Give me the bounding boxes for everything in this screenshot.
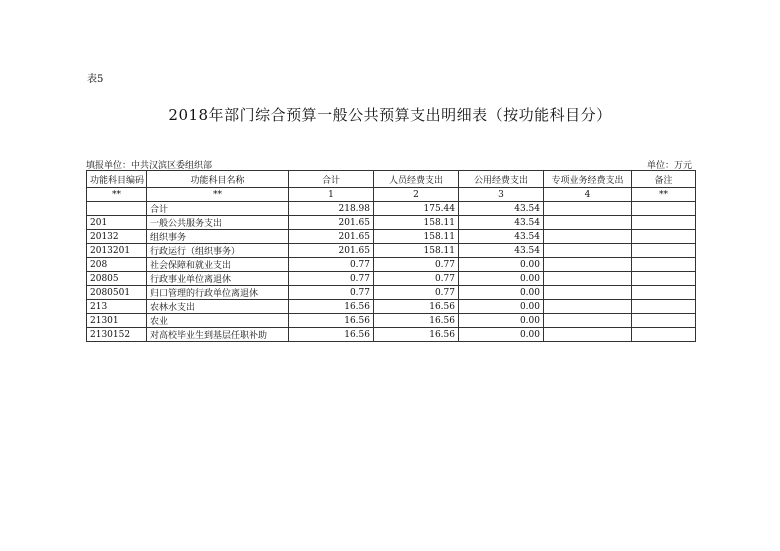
special-cell [544, 258, 632, 272]
code-cell: 21301 [87, 314, 147, 328]
code-cell: 20805 [87, 272, 147, 286]
code-cell: 2080501 [87, 286, 147, 300]
code-cell: 213 [87, 300, 147, 314]
index-cell: 3 [459, 188, 544, 202]
table-row [87, 300, 696, 314]
personnel-cell: 0.77 [374, 272, 459, 286]
name-cell: 一般公共服务支出 [147, 216, 289, 230]
total-cell: 201.65 [289, 244, 374, 258]
note-cell [632, 314, 696, 328]
total-cell: 16.56 [289, 300, 374, 314]
table-row [87, 286, 696, 300]
name-cell: 对高校毕业生到基层任职补助 [147, 328, 289, 342]
reporting-unit: 填报单位：中共汉滨区委组织部 [86, 161, 213, 171]
personnel-cell: 158.11 [374, 230, 459, 244]
public-cell: 0.00 [459, 286, 544, 300]
note-cell [632, 300, 696, 314]
note-cell [632, 328, 696, 342]
name-cell: 组织事务 [147, 230, 289, 244]
note-cell [632, 258, 696, 272]
personnel-cell: 16.56 [374, 300, 459, 314]
note-cell [632, 272, 696, 286]
public-cell: 0.00 [459, 272, 544, 286]
name-cell: 归口管理的行政单位离退休 [147, 286, 289, 300]
header-cell-name: 功能科目名称 [147, 171, 289, 188]
header-cell-personnel: 人员经费支出 [374, 171, 459, 188]
code-cell: 20132 [87, 230, 147, 244]
name-cell: 行政运行（组织事务） [147, 244, 289, 258]
index-cell: ** [87, 188, 147, 202]
personnel-cell: 16.56 [374, 314, 459, 328]
total-cell: 16.56 [289, 314, 374, 328]
note-cell [632, 230, 696, 244]
personnel-cell: 158.11 [374, 244, 459, 258]
index-cell: 1 [289, 188, 374, 202]
code-cell: 2013201 [87, 244, 147, 258]
code-cell: 201 [87, 216, 147, 230]
table-row [87, 258, 696, 272]
code-cell: 208 [87, 258, 147, 272]
table-number: 表5 [87, 74, 104, 85]
special-cell [544, 328, 632, 342]
public-cell: 43.54 [459, 230, 544, 244]
header-cell-total: 合计 [289, 171, 374, 188]
note-cell [632, 216, 696, 230]
name-cell: 农业 [147, 314, 289, 328]
name-cell: 行政事业单位离退休 [147, 272, 289, 286]
table-row [87, 216, 696, 230]
special-cell [544, 286, 632, 300]
total-cell: 0.77 [289, 286, 374, 300]
index-cell: ** [632, 188, 696, 202]
budget-table [86, 170, 696, 342]
index-row [87, 188, 696, 202]
special-cell [544, 202, 632, 216]
public-cell: 0.00 [459, 300, 544, 314]
total-cell: 218.98 [289, 202, 374, 216]
total-cell: 0.77 [289, 258, 374, 272]
table-row [87, 202, 696, 216]
special-cell [544, 244, 632, 258]
note-cell [632, 286, 696, 300]
public-cell: 43.54 [459, 202, 544, 216]
public-cell: 43.54 [459, 216, 544, 230]
header-row [87, 171, 696, 188]
header-cell-special: 专项业务经费支出 [544, 171, 632, 188]
personnel-cell: 175.44 [374, 202, 459, 216]
name-cell: 社会保障和就业支出 [147, 258, 289, 272]
total-cell: 16.56 [289, 328, 374, 342]
table-row [87, 230, 696, 244]
currency-unit: 单位：万元 [646, 161, 692, 171]
public-cell: 43.54 [459, 244, 544, 258]
table-row [87, 244, 696, 258]
code-cell [87, 202, 147, 216]
name-cell: 农林水支出 [147, 300, 289, 314]
personnel-cell: 158.11 [374, 216, 459, 230]
total-cell: 201.65 [289, 230, 374, 244]
special-cell [544, 314, 632, 328]
special-cell [544, 216, 632, 230]
personnel-cell: 16.56 [374, 328, 459, 342]
special-cell [544, 230, 632, 244]
index-cell: ** [147, 188, 289, 202]
special-cell [544, 272, 632, 286]
public-cell: 0.00 [459, 258, 544, 272]
header-cell-code: 功能科目编码 [87, 171, 147, 188]
total-cell: 201.65 [289, 216, 374, 230]
personnel-cell: 0.77 [374, 258, 459, 272]
index-cell: 2 [374, 188, 459, 202]
public-cell: 0.00 [459, 314, 544, 328]
header-cell-note: 备注 [632, 171, 696, 188]
personnel-cell: 0.77 [374, 286, 459, 300]
index-cell: 4 [544, 188, 632, 202]
table-row [87, 328, 696, 342]
note-cell [632, 202, 696, 216]
table-row [87, 314, 696, 328]
document-title: 2018年部门综合预算一般公共预算支出明细表（按功能科目分） [168, 106, 612, 124]
header-cell-public: 公用经费支出 [459, 171, 544, 188]
total-cell: 0.77 [289, 272, 374, 286]
note-cell [632, 244, 696, 258]
special-cell [544, 300, 632, 314]
table-row [87, 272, 696, 286]
code-cell: 2130152 [87, 328, 147, 342]
name-cell: 合计 [147, 202, 289, 216]
public-cell: 0.00 [459, 328, 544, 342]
